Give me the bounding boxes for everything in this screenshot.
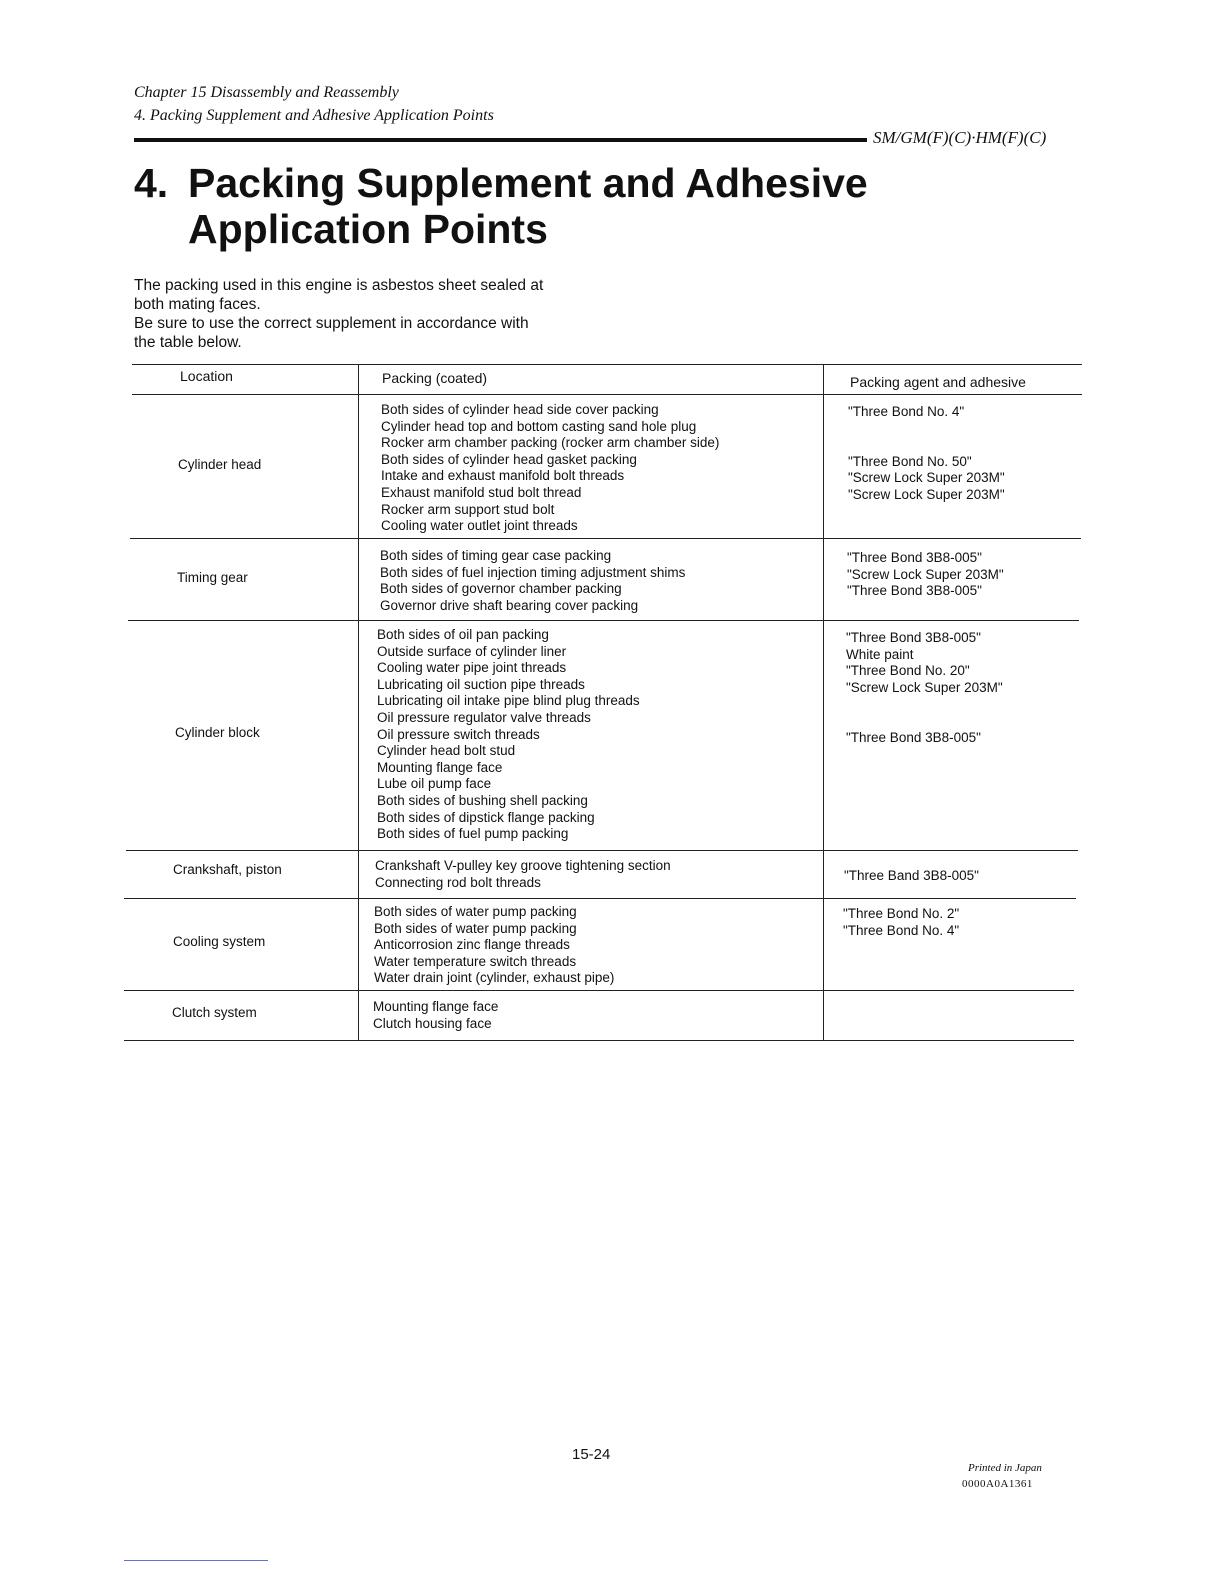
row-location: Cylinder head xyxy=(178,457,262,472)
packing-item: Connecting rod bolt threads xyxy=(375,874,541,890)
agent-item: "Three Bond 3B8-005" xyxy=(847,583,982,599)
row-packing-list xyxy=(380,548,685,614)
row-location: Crankshaft, piston xyxy=(173,862,282,877)
packing-item: Cylinder head bolt stud xyxy=(377,743,516,759)
packing-item: Exhaust manifold stud bolt thread xyxy=(381,484,582,500)
page-number: 15-24 xyxy=(572,1446,611,1463)
packing-item: Both sides of water pump packing xyxy=(374,920,577,936)
packing-item: Both sides of cylinder head side cover packing xyxy=(381,402,659,417)
agent-item: "Three Bond 3B8-005" xyxy=(846,630,981,645)
title-line-1: Packing Supplement and Adhesive xyxy=(188,160,868,206)
agent-item: "Screw Lock Super 203M" xyxy=(848,470,1005,486)
table-rule xyxy=(124,990,1074,991)
chapter-header: Chapter 15 Disassembly and Reassembly xyxy=(134,84,399,101)
packing-item: Cooling water pipe joint threads xyxy=(377,660,567,676)
table-rule xyxy=(126,850,1078,851)
model-label: SM/GM(F)(C)·HM(F)(C) xyxy=(873,128,1047,147)
header-agent: Packing agent and adhesive xyxy=(850,374,1026,390)
packing-item: Rocker arm chamber packing (rocker arm chamber side) xyxy=(381,435,720,451)
row-location: Cylinder block xyxy=(175,725,260,740)
agent-item: "Three Bond 3B8-005" xyxy=(846,729,981,745)
packing-item: Water drain joint (cylinder, exhaust pipe) xyxy=(374,970,615,986)
packing-item: Lubricating oil intake pipe blind plug threads xyxy=(377,693,640,709)
table-rule xyxy=(132,394,1082,395)
agent-item xyxy=(848,437,1005,454)
header-rule xyxy=(134,138,867,142)
table-rule xyxy=(124,898,1076,899)
packing-item: Water temperature switch threads xyxy=(374,953,577,969)
intro-line: the table below. xyxy=(134,334,242,351)
packing-item: Cooling water outlet joint threads xyxy=(381,518,578,534)
packing-item: Rocker arm support stud bolt xyxy=(381,501,555,517)
packing-table xyxy=(124,364,1078,1054)
header-location: Location xyxy=(180,368,233,384)
packing-item: Clutch housing face xyxy=(373,1015,492,1031)
packing-item: Lube oil pump face xyxy=(377,776,492,792)
title-line-2: Application Points xyxy=(188,206,548,252)
printed-in-japan: Printed in Japan xyxy=(968,1462,1042,1474)
row-location: Timing gear xyxy=(177,570,248,585)
row-location: Cooling system xyxy=(173,934,266,949)
intro-line: The packing used in this engine is asbestos sheet sealed at xyxy=(134,277,544,294)
table-column-rule xyxy=(823,364,824,1040)
packing-item: Both sides of timing gear case packing xyxy=(380,548,612,563)
section-header: 4. Packing Supplement and Adhesive Application Points xyxy=(134,107,494,124)
packing-item: Outside surface of cylinder liner xyxy=(377,643,567,659)
packing-item: Lubricating oil suction pipe threads xyxy=(377,676,585,692)
packing-item: Both sides of fuel injection timing adjustment shims xyxy=(380,564,686,580)
row-agent-list xyxy=(843,906,959,939)
document-code: 0000A0A1361 xyxy=(962,1478,1033,1490)
agent-item: "Three Bond No. 20" xyxy=(846,663,970,679)
packing-item: Both sides of bushing shell packing xyxy=(377,792,588,808)
table-rule xyxy=(124,1040,1074,1041)
table-rule xyxy=(130,538,1081,539)
agent-item xyxy=(846,696,1003,713)
agent-item: "Screw Lock Super 203M" xyxy=(846,679,1003,695)
packing-item: Mounting flange face xyxy=(373,999,499,1014)
agent-item: "Screw Lock Super 203M" xyxy=(848,486,1005,502)
row-agent-list xyxy=(846,630,1003,746)
page-title xyxy=(134,160,894,252)
packing-item: Crankshaft V-pulley key groove tightening section xyxy=(375,858,671,873)
row-packing-list xyxy=(374,904,614,987)
packing-item: Both sides of governor chamber packing xyxy=(380,581,622,597)
agent-item: "Three Bond No. 50" xyxy=(848,453,972,469)
packing-item: Both sides of oil pan packing xyxy=(377,627,549,642)
agent-item: White paint xyxy=(846,646,914,662)
agent-item xyxy=(848,421,1005,438)
table-rule xyxy=(132,364,1082,365)
packing-item: Intake and exhaust manifold bolt threads xyxy=(381,468,625,484)
agent-item: "Screw Lock Super 203M" xyxy=(847,566,1004,582)
row-packing-list xyxy=(377,627,640,843)
agent-item: "Three Bond No. 4" xyxy=(843,922,960,938)
table-column-rule xyxy=(358,364,359,1040)
row-agent-list xyxy=(848,404,1005,504)
packing-item: Both sides of water pump packing xyxy=(374,904,577,919)
intro-line: both mating faces. xyxy=(134,296,261,313)
agent-item: "Three Bond No. 4" xyxy=(848,404,965,419)
packing-item: Anticorrosion zinc flange threads xyxy=(374,937,570,953)
row-packing-list xyxy=(373,999,498,1032)
packing-item: Oil pressure switch threads xyxy=(377,726,540,742)
packing-item: Mounting flange face xyxy=(377,759,503,775)
agent-item: "Three Bond No. 2" xyxy=(843,906,960,921)
row-agent-list xyxy=(844,868,979,885)
row-location: Clutch system xyxy=(172,1005,257,1020)
packing-item: Oil pressure regulator valve threads xyxy=(377,709,591,725)
packing-item: Both sides of fuel pump packing xyxy=(377,826,569,842)
packing-item: Governor drive shaft bearing cover packing xyxy=(380,597,639,613)
title-number: 4. xyxy=(134,160,169,206)
row-agent-list xyxy=(847,550,1004,600)
packing-item: Both sides of cylinder head gasket packing xyxy=(381,451,637,467)
row-packing-list xyxy=(375,858,671,891)
table-rule xyxy=(128,620,1079,621)
row-packing-list xyxy=(381,402,719,535)
footer-rule xyxy=(124,1560,268,1561)
intro-paragraph xyxy=(134,276,604,352)
packing-item: Both sides of dipstick flange packing xyxy=(377,809,595,825)
intro-line: Be sure to use the correct supplement in accordance with xyxy=(134,315,529,332)
packing-item: Cylinder head top and bottom casting sand hole plug xyxy=(381,418,697,434)
header-packing: Packing (coated) xyxy=(382,370,488,386)
agent-item xyxy=(846,713,1003,730)
agent-item: "Three Bond 3B8-005" xyxy=(847,550,982,565)
agent-item: "Three Band 3B8-005" xyxy=(844,868,979,883)
